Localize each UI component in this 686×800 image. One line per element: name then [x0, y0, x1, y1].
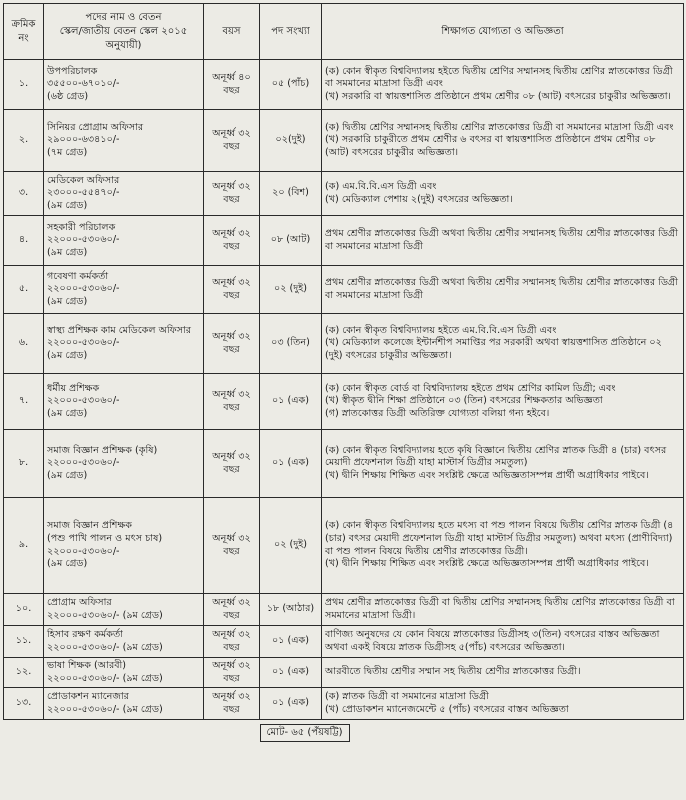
total-posts: মোট- ৬৫ (পঁয়ষট্টি) — [260, 724, 350, 743]
post-cell — [44, 172, 204, 216]
qualification-cell — [322, 60, 684, 110]
age-cell — [204, 594, 260, 626]
qualification-item: বাণিজ্য অনুষদের যে কোন বিষয়ে স্নাতকোত্তর ডিগ্রীসহ ৩(তিন) বৎসরের বাস্তব অভিজ্ঞতা অথবা একই বিষয়ে স্নাতক ডিগ্রীসহ ৫(পাঁচ) বৎসরের অভিজ্ঞতা। — [325, 628, 660, 653]
post-scale: ২২০০০-৫৩০৬০/- (৯ম গ্রেড) — [47, 641, 163, 653]
post-scale: ২২০০০-৫৩০৬০/- (৯ম গ্রেড) — [47, 703, 163, 715]
post-title: ধর্মীয় প্রশিক্ষক — [47, 382, 100, 394]
count-cell: ০১ (এক) — [260, 688, 322, 720]
post-title: ভাষা শিক্ষক (আরবী) — [47, 659, 127, 671]
post-cell — [44, 110, 204, 172]
post-scale: ২৯০০০-৬৩৪১০/- — [47, 134, 120, 146]
post-grade: (৯ম গ্রেড) — [47, 349, 88, 361]
qualification-item: প্রথম শ্রেণীর স্নাতকোত্তর ডিগ্রী বা দ্বিতীয় শ্রেণির সম্মানসহ দ্বিতীয় শ্রেণির স্নাতকোত্তর ডিগ্রী বা সমমানের মাদ্রাসা ডিগ্রী। — [325, 596, 675, 621]
age-line: অনূর্ধ্ব ৩২ — [212, 388, 251, 400]
post-scale: ২২০০০-৫৩০৬০/- — [47, 395, 120, 407]
qualification-cell — [322, 498, 684, 594]
post-scale: ২৩০০০-৫৫৪৭০/- — [47, 187, 120, 199]
post-scale: ২২০০০-৫৩০৬০/- — [47, 337, 120, 349]
count-cell: ১৮ (আঠার) — [260, 594, 322, 626]
age-line: অনূর্ধ্ব ৩২ — [212, 659, 251, 671]
qualification-cell — [322, 688, 684, 720]
count-cell: ০১ (এক) — [260, 430, 322, 498]
age-line: বছর — [223, 84, 240, 96]
qualification-item: আরবীতে দ্বিতীয় শ্রেণীর সম্মান সহ দ্বিতীয় শ্রেণীর স্নাতকোত্তর ডিগ্রী। — [325, 666, 581, 678]
count-cell: ০৩ (তিন) — [260, 314, 322, 374]
age-line: অনূর্ধ্ব ৩২ — [212, 276, 251, 288]
post-cell — [44, 60, 204, 110]
post-grade: (৯ম গ্রেড) — [47, 246, 88, 258]
post-scale: ৩৫৫০০-৬৭০১০/- — [47, 78, 120, 90]
qualification-item: (খ) মেডিক্যাল পেশায় ২(দুই) বৎসরের অভিজ্ঞতা। — [325, 193, 513, 205]
post-grade: (৯ম গ্রেড) — [47, 407, 88, 419]
serial-cell: ৯. — [4, 498, 44, 594]
qualification-item: (ক) কোন স্বীকৃত বিশ্ববিদ্যালয় হতে মৎস্য বা পশু পালন বিষয়ে দ্বিতীয় শ্রেণির স্নাতক ডিগ্রী (৪ (চার) বৎসর মেয়াদী প্রফেশনাল ডিগ্রী যাহা মাস্টার্স ডিগ্রীর সমতুল্য) অথবা মৎস্য (প্রাণীবিদ্যা) বা পশু পালন বিষয়ে দ্বিতীয় শ্রেণীর স্নাতকোত্তর ডিগ্রী। — [325, 520, 674, 557]
qualification-item: (ক) কোন স্বীকৃত বিশ্ববিদ্যালয় হতে কৃষি বিজ্ঞানে দ্বিতীয় শ্রেণির স্নাতক ডিগ্রী ৪ (চার) বৎসর মেয়াদী প্রফেশনাল ডিগ্রী যাহা মাস্টার্স ডিগ্রীর সমতুল্য) — [325, 444, 667, 469]
post-grade: (৯ম গ্রেড) — [47, 295, 88, 307]
job-circular-table — [3, 3, 684, 746]
post-scale: ২২০০০-৫৩০৬০/- — [47, 457, 120, 469]
serial-cell: ১৩. — [4, 688, 44, 720]
table-header-row — [4, 4, 684, 60]
age-line: বছর — [223, 240, 240, 252]
total-row — [4, 720, 684, 747]
post-grade: (৯ম গ্রেড) — [47, 558, 88, 570]
table-row — [4, 216, 684, 266]
post-title: সিনিয়র প্রোগ্রাম অফিসার — [47, 121, 144, 133]
age-line: অনূর্ধ্ব ৩২ — [212, 628, 251, 640]
post-cell — [44, 314, 204, 374]
post-title: হিসাব রক্ষণ কর্মকর্তা — [47, 628, 123, 640]
table-row — [4, 266, 684, 314]
table-row — [4, 688, 684, 720]
serial-cell: ৭. — [4, 374, 44, 430]
count-cell: ০১ (এক) — [260, 658, 322, 688]
qualification-item: (ক) কোন স্বীকৃত বোর্ড বা বিশ্ববিদ্যালয় হইতে প্রথম শ্রেণির কামিল ডিগ্রী; এবং — [325, 382, 616, 394]
post-cell — [44, 688, 204, 720]
age-line: অনূর্ধ্ব ৩২ — [212, 227, 251, 239]
serial-cell: ১. — [4, 60, 44, 110]
table-row — [4, 60, 684, 110]
qualification-item: প্রথম শ্রেণীর স্নাতকোত্তর ডিগ্রী অথবা দ্বিতীয় শ্রেণীর সম্মানসহ দ্বিতীয় শ্রেণীর স্নাতকোত্তর ডিগ্রী বা সমমানের মাদ্রাসা ডিগ্রী — [325, 227, 678, 252]
count-cell: ০২ (দুই) — [260, 498, 322, 594]
header-post-line: অনুযায়ী) — [105, 39, 142, 51]
post-title: সমাজ বিজ্ঞান প্রশিক্ষক (কৃষি) — [47, 444, 158, 456]
serial-cell: ১২. — [4, 658, 44, 688]
serial-cell: ১০. — [4, 594, 44, 626]
age-line: বছর — [223, 703, 240, 715]
qualification-cell — [322, 216, 684, 266]
age-cell — [204, 60, 260, 110]
post-grade: (৭ম গ্রেড) — [47, 146, 88, 158]
age-cell — [204, 626, 260, 658]
qualification-cell — [322, 172, 684, 216]
serial-cell: ৩. — [4, 172, 44, 216]
post-cell — [44, 430, 204, 498]
header-post-line: স্কেল/জাতীয় বেতন স্কেল ২০১৫ — [59, 25, 188, 37]
qualification-cell — [322, 110, 684, 172]
qualification-item: (খ) স্বীকৃত দ্বীনি শিক্ষা প্রতিষ্ঠানে ০৩ (তিন) বৎসরের শিক্ষকতার অভিজ্ঞতা — [325, 395, 603, 407]
post-scale: ২২০০০-৫৩০৬০/- — [47, 545, 120, 557]
age-line: অনূর্ধ্ব ৩২ — [212, 330, 251, 342]
post-cell — [44, 498, 204, 594]
age-cell — [204, 374, 260, 430]
post-cell — [44, 266, 204, 314]
count-cell: ০৫ (পাঁচ) — [260, 60, 322, 110]
table-row — [4, 498, 684, 594]
age-line: অনূর্ধ্ব ৩২ — [212, 596, 251, 608]
post-scale: ২২০০০-৫৩০৬০/- — [47, 234, 120, 246]
age-line: বছর — [223, 545, 240, 557]
age-line: বছর — [223, 401, 240, 413]
age-cell — [204, 216, 260, 266]
post-title: প্রোগ্রাম অফিসার — [47, 596, 112, 608]
serial-cell: ২. — [4, 110, 44, 172]
qualification-cell — [322, 430, 684, 498]
post-grade: (৬ষ্ঠ গ্রেড) — [47, 90, 89, 102]
serial-cell: ৬. — [4, 314, 44, 374]
qualification-item: (ক) স্নাতক ডিগ্রী বা সমমানের মাদ্রাসা ডিগ্রী — [325, 690, 489, 702]
post-title: গবেষণা কর্মকর্তা — [47, 270, 109, 282]
post-title: উপপরিচালক — [47, 65, 98, 77]
post-cell — [44, 374, 204, 430]
post-subtitle: (পশু পাখি পালন ও মৎস চাষ) — [47, 532, 163, 544]
post-grade: (৯ম গ্রেড) — [47, 199, 88, 211]
qualification-item: প্রথম শ্রেণীর স্নাতকোত্তর ডিগ্রী অথবা দ্বিতীয় শ্রেণীর সম্মানসহ দ্বিতীয় শ্রেণীর স্নাতকোত্তর ডিগ্রী বা সমমানের মাদ্রাসা ডিগ্রী — [325, 276, 678, 301]
age-cell — [204, 266, 260, 314]
age-line: বছর — [223, 672, 240, 684]
header-post-line: পদের নাম ও বেতন — [85, 11, 162, 23]
header-age: বয়স — [204, 4, 260, 60]
table-row — [4, 658, 684, 688]
age-line: বছর — [223, 609, 240, 621]
qualification-item: (খ) দ্বীনি শিক্ষায় শিক্ষিত এবং সংশ্লিষ্ট ক্ষেত্রে অভিজ্ঞতাসম্পন্ন প্রার্থী অগ্রাধিকার পাইবে। — [325, 469, 649, 481]
qualification-item: (ক) কোন স্বীকৃত বিশ্ববিদ্যালয় হইতে এম.বি.বি.এস ডিগ্রী এবং — [325, 324, 557, 336]
qualification-cell — [322, 626, 684, 658]
header-serial: ক্রমিক নং — [4, 4, 44, 60]
age-line: অনূর্ধ্ব ৩২ — [212, 690, 251, 702]
qualification-cell — [322, 658, 684, 688]
post-scale: ২২০০০-৫৩০৬০/- — [47, 283, 120, 295]
qualification-item: (খ) সরকারি চাকুরীতে প্রথম শ্রেণীর ৬ বৎসর বা স্বায়ত্তশাসিত প্রতিষ্ঠানে প্রথম শ্রেণীর ০৮ (আট) বৎসরের চাকুরীর অভিজ্ঞতা। — [325, 134, 656, 158]
qualification-cell — [322, 266, 684, 314]
post-title: সমাজ বিজ্ঞান প্রশিক্ষক — [47, 520, 132, 532]
post-title: প্রোডাকশন ম্যানেজার — [47, 690, 129, 702]
age-line: অনূর্ধ্ব ৩২ — [212, 450, 251, 462]
post-cell — [44, 594, 204, 626]
qualification-item: (খ) সরকারি বা স্বায়ত্তশাসিত প্রতিষ্ঠানে প্রথম শ্রেণীর ০৮ (আট) বৎসরের চাকুরীর অভিজ্ঞতা। — [325, 90, 671, 102]
table-row — [4, 110, 684, 172]
post-cell — [44, 216, 204, 266]
qualification-item: (ক) দ্বিতীয় শ্রেণির সম্মানসহ দ্বিতীয় শ্রেণির স্নাতকোত্তর ডিগ্রী বা সমমানের মাদ্রাসা ডিগ্রী এবং — [325, 121, 674, 133]
qualification-cell — [322, 594, 684, 626]
count-cell: ০১ (এক) — [260, 626, 322, 658]
age-cell — [204, 172, 260, 216]
count-cell: ০৮ (আট) — [260, 216, 322, 266]
post-title: মেডিকেল অফিসার — [47, 174, 120, 186]
count-cell: ০২ (দুই) — [260, 266, 322, 314]
qualification-cell — [322, 314, 684, 374]
serial-cell: ৫. — [4, 266, 44, 314]
qualification-item: (খ) প্রোডাকশন ম্যানেজমেন্টে ৫ (পাঁচ) বৎসরের বাস্তব অভিজ্ঞতা — [325, 703, 569, 715]
count-cell: ২০ (বিশ) — [260, 172, 322, 216]
serial-cell: ১১. — [4, 626, 44, 658]
qualification-item: (গ) স্নাতকোত্তর ডিগ্রী অতিরিক্ত যোগ্যতা বলিয়া গন্য হইবে। — [325, 407, 550, 419]
age-line: বছর — [223, 193, 240, 205]
qualification-item: (খ) মেডিক্যাল কলেজে ইন্টার্নশীপ সমাপ্তির পর সরকারী অথবা স্বায়ত্তশাসিত প্রতিষ্ঠানে ০২ (দুই) বৎসরের চাকুরীর অভিজ্ঞতা। — [325, 337, 662, 361]
qualification-item: (খ) দ্বীনি শিক্ষায় শিক্ষিত এবং সংশ্লিষ্ট ক্ষেত্রে অভিজ্ঞতাসম্পন্ন প্রার্থী অগ্রাধিকার পাইবে। — [325, 558, 649, 570]
age-line: বছর — [223, 641, 240, 653]
age-cell — [204, 688, 260, 720]
age-cell — [204, 314, 260, 374]
table-row — [4, 172, 684, 216]
table-row — [4, 314, 684, 374]
post-grade: (৯ম গ্রেড) — [47, 469, 88, 481]
post-scale: ২২০০০-৫৩০৬০/- (৯ম গ্রেড) — [47, 672, 163, 684]
qualification-cell — [322, 374, 684, 430]
age-line: বছর — [223, 343, 240, 355]
post-title: সহকারী পরিচালক — [47, 221, 116, 233]
count-cell: ০২(দুই) — [260, 110, 322, 172]
age-cell — [204, 498, 260, 594]
qualification-item: (ক) কোন স্বীকৃত বিশ্ববিদ্যালয় হইতে দ্বিতীয় শ্রেণির সম্মানসহ দ্বিতীয় শ্রেণির স্নাতকোত্তর ডিগ্রী বা সমমানের মাদ্রাসা ডিগ্রী এবং — [325, 65, 673, 90]
header-post — [44, 4, 204, 60]
post-scale: ২২০০০-৫৩০৬০/- (৯ম গ্রেড) — [47, 609, 163, 621]
count-cell: ০১ (এক) — [260, 374, 322, 430]
age-line: অনূর্ধ্ব ৪০ — [212, 71, 251, 83]
age-line: বছর — [223, 289, 240, 301]
age-cell — [204, 430, 260, 498]
age-cell — [204, 110, 260, 172]
table-row — [4, 430, 684, 498]
age-cell — [204, 658, 260, 688]
serial-cell: ৪. — [4, 216, 44, 266]
serial-cell: ৮. — [4, 430, 44, 498]
header-qualification: শিক্ষাগত যোগ্যতা ও অভিজ্ঞতা — [322, 4, 684, 60]
qualification-item: (ক) এম.বি.বি.এস ডিগ্রী এবং — [325, 180, 437, 192]
table-row — [4, 374, 684, 430]
table-row — [4, 594, 684, 626]
age-line: বছর — [223, 463, 240, 475]
age-line: অনূর্ধ্ব ৩২ — [212, 127, 251, 139]
header-count: পদ সংখ্যা — [260, 4, 322, 60]
post-cell — [44, 658, 204, 688]
post-title: স্বাস্থ্য প্রশিক্ষক কাম মেডিকেল অফিসার — [47, 324, 192, 336]
post-cell — [44, 626, 204, 658]
age-line: অনূর্ধ্ব ৩২ — [212, 180, 251, 192]
table-row — [4, 626, 684, 658]
age-line: অনূর্ধ্ব ৩২ — [212, 532, 251, 544]
age-line: বছর — [223, 140, 240, 152]
